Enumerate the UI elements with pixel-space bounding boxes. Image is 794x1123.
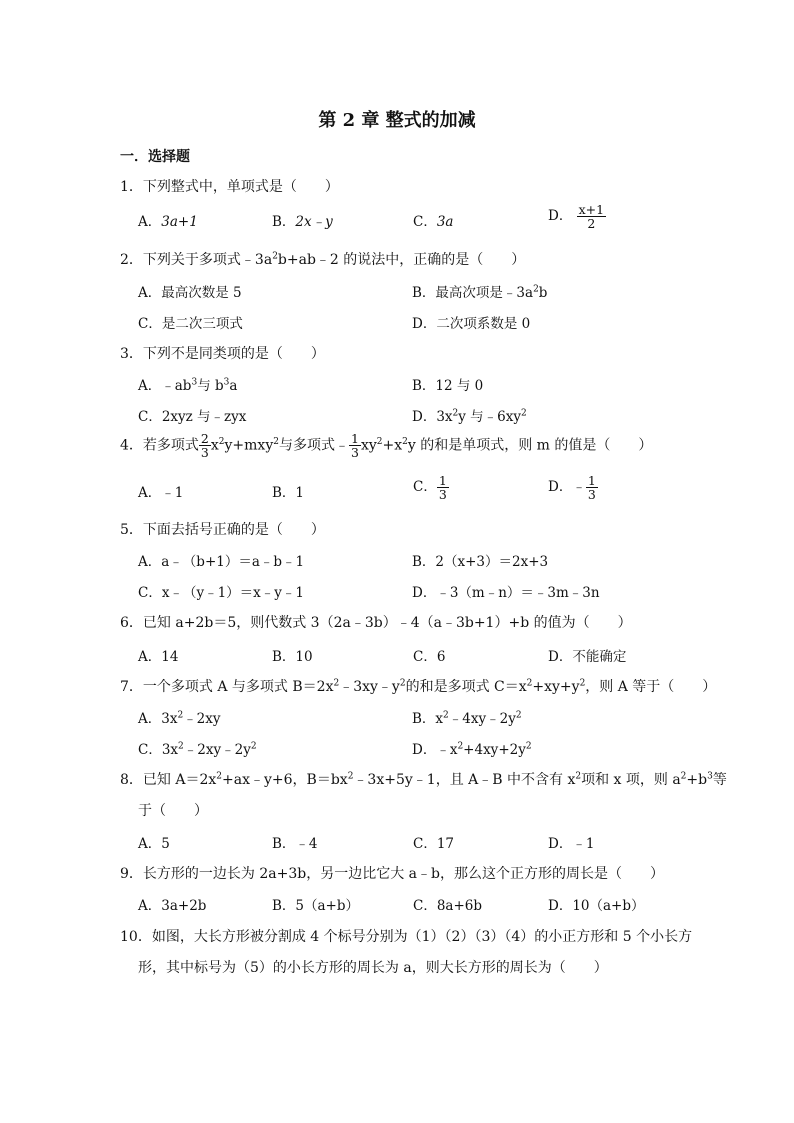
question-9: 9．长方形的一边长为 2a+3b，另一边比它大 a﹣b，那么这个正方形的周长是（ ） — [120, 866, 664, 882]
option-d: D．﹣3（m﹣n）＝﹣3m﹣3n — [412, 585, 600, 601]
option-b: B．最高次项是$﹣3a^2b$ — [412, 284, 548, 301]
option-d: D．﹣1 — [548, 836, 595, 852]
option-c: C．6 — [413, 649, 446, 665]
option-b: B．$x^2﹣4xy﹣2y^2$ — [412, 710, 522, 727]
question-4: 4．若多项式 $\frac{2}{3}$ $x^2y+mxy^2$与多项式﹣ $\frac{1}{3}$ $xy^2+x^2y$ 的和是单项式，则 m 的值是（ ） — [120, 431, 653, 461]
option-d: D．不能确定 — [548, 649, 627, 665]
question-10: 10．如图，大长方形被分割成 4 个标号分别为（1）（2）（3）（4）的小正方形和 5 个小长方 — [120, 929, 693, 945]
option-d: D．﹣ $\frac{1}{3}$ — [548, 473, 596, 503]
option-b: B．2（x+3）＝2x+3 — [412, 554, 549, 570]
option-d: D．10（a+b） — [548, 898, 645, 914]
option-a: A．3a+1 — [138, 214, 198, 230]
fraction: $\frac{x+1}{2}$ — [578, 202, 605, 232]
option-c: C．17 — [413, 836, 455, 852]
option-a: A．a﹣（b+1）＝a﹣b﹣1 — [138, 554, 305, 570]
option-a: A．﹣1 — [138, 485, 184, 501]
option-c: C．8a+6b — [413, 898, 483, 914]
question-1 — [120, 176, 339, 196]
option-b: B．1 — [272, 485, 305, 501]
question-2: 2．下列关于多项式$﹣3a^2b+ab﹣2$ 的说法中，正确的是（ ） — [120, 251, 526, 268]
option-b: B．2x﹣y — [272, 214, 333, 230]
option-a: A．最高次数是 5 — [138, 285, 242, 301]
question-6: 6．已知 a+2b＝5，则代数式 3（2a﹣3b）﹣4（a﹣3b+1）+b 的值为（ ） — [120, 615, 632, 631]
option-c: C．$3x^2﹣2xy﹣2y^2$ — [138, 741, 257, 758]
fraction: $\frac{1}{3}$ — [438, 473, 447, 503]
question-3: 3．下列不是同类项的是（ ） — [120, 346, 325, 362]
option-a: A．5 — [138, 836, 170, 852]
fraction: $\frac{1}{3}$ — [350, 431, 359, 461]
option-b: B．5（a+b） — [272, 898, 360, 914]
option-b: B．﹣4 — [272, 836, 318, 852]
option-c: C．x﹣（y﹣1）＝x﹣y﹣1 — [138, 585, 304, 601]
question-5: 5．下面去括号正确的是（ ） — [120, 522, 325, 538]
page-title: 第 2 章 整式的加减 — [318, 110, 476, 131]
question-10-continued: 形，其中标号为（5）的小长方形的周长为 a，则大长方形的周长为（ ） — [138, 960, 608, 976]
option-a: A．14 — [138, 649, 179, 665]
question-text: 下列整式中，单项式是（ ） — [142, 179, 339, 195]
option-b: B．10 — [272, 649, 313, 665]
option-c: C．2xyz 与﹣zyx — [138, 409, 247, 425]
section-heading: 一．选择题 — [120, 149, 190, 165]
option-c: C． $\frac{1}{3}$ — [413, 473, 447, 503]
option-a: A．$3x^2﹣2xy$ — [138, 710, 221, 727]
option-c: C．3a — [413, 214, 454, 230]
option-a: A．3a+2b — [138, 898, 207, 914]
option-d: D．二次项系数是 0 — [412, 316, 531, 332]
question-8: 8．已知 $A=2x^2+ax﹣y+6$，$B=bx^2﹣3x+5y﹣1$，且 A﹣B 中不含有 $x^2$项和 x 项，则 $a^2+b^3$等 — [120, 771, 727, 788]
question-8-continued: 于（ ） — [138, 803, 208, 819]
fraction: $\frac{2}{3}$ — [200, 431, 209, 461]
option-d: D．$﹣x^2+4xy+2y^2$ — [412, 741, 532, 758]
question-number: 1． — [120, 179, 143, 195]
fraction: $\frac{1}{3}$ — [587, 473, 596, 503]
option-b: B．12 与 0 — [412, 378, 484, 394]
option-d: D． $\frac{x+1}{2}$ — [548, 202, 605, 232]
option-a: A．$﹣ab^3$与 $b^3a$ — [138, 377, 238, 394]
option-c: C．是二次三项式 — [138, 316, 243, 332]
question-7: 7．一个多项式 A 与多项式 $B=2x^2﹣3xy﹣y^2$的和是多项式 $C=x^2+xy+y^2$，则 A 等于（ ） — [120, 678, 717, 695]
option-d: D．$3x^2y$ 与$﹣6xy^2$ — [412, 408, 527, 425]
